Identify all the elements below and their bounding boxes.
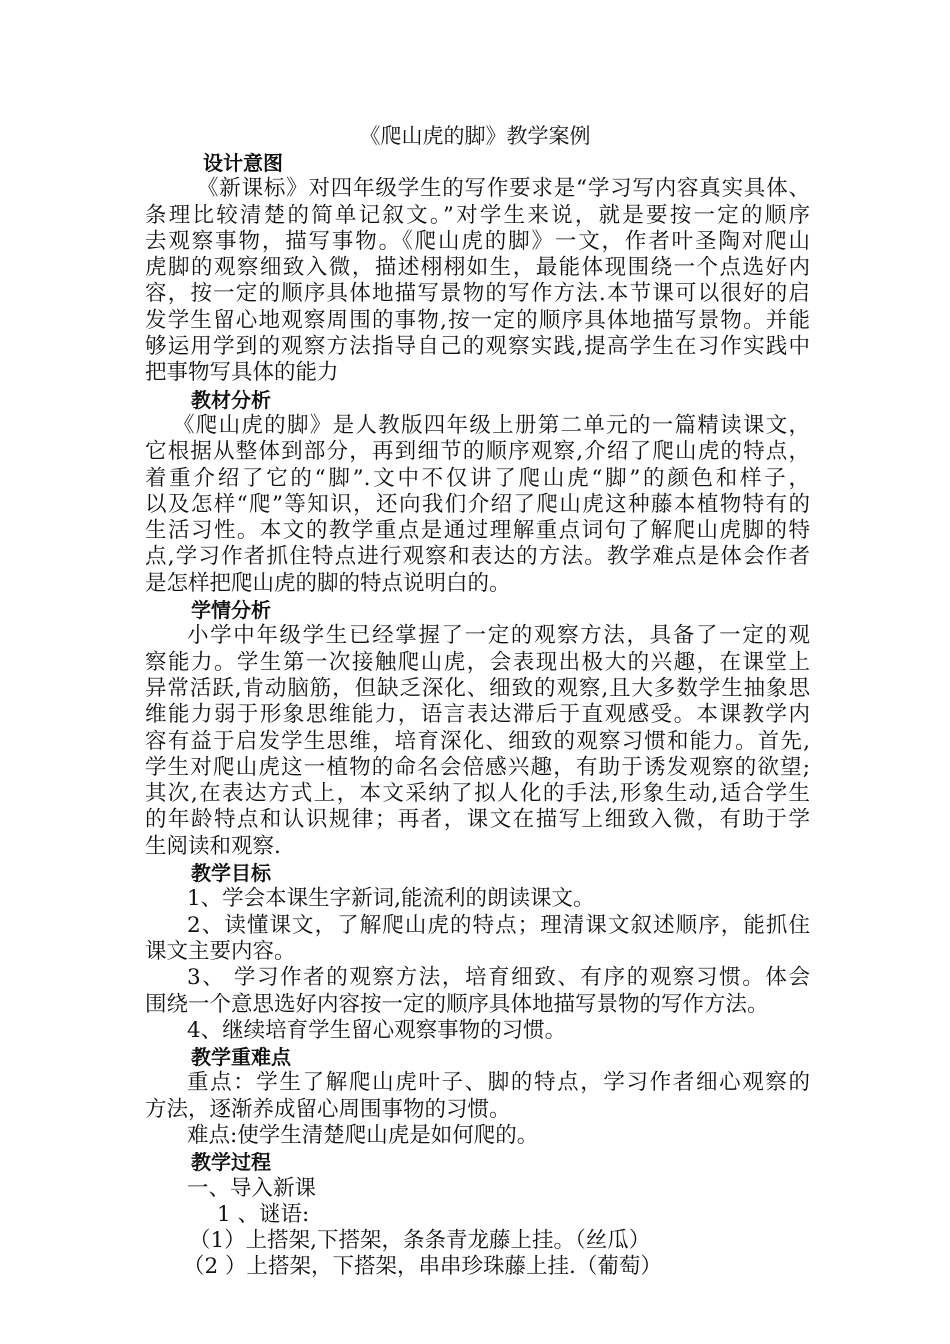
paragraph-line: 生阅读和观察. [145, 833, 281, 859]
list-item: 4、继续培育学生留心观察事物的习惯。 [187, 1017, 567, 1043]
paragraph-line: 虎脚的观察细致入微，描述栩栩如生，最能体现围绕一个点选好内 [145, 255, 810, 281]
section-heading-goals: 教学目标 [191, 861, 271, 886]
paragraph-line: 条理比较清楚的简单记叙文。”对学生来说，就是要按一定的顺序 [145, 202, 810, 228]
paragraph-line: 异常活跃,肯动脑筋，但缺乏深化、细致的观察,且大多数学生抽象思 [145, 675, 810, 701]
paragraph-line: 学生对爬山虎这一植物的命名会倍感兴趣，有助于诱发观察的欲望; [145, 754, 810, 780]
document-title: 《爬山虎的脚》教学案例 [359, 124, 591, 148]
paragraph-line: 《爬山虎的脚》是人教版四年级上册第二单元的一篇精读课文， [173, 412, 810, 438]
list-item: 1、学会本课生字新词,能流利的朗读课文。 [187, 886, 595, 912]
paragraph-line: 《新课标》对四年级学生的写作要求是“学习写内容真实具体、 [197, 176, 810, 202]
paragraph-line: 容，按一定的顺序具体地描写景物的写作方法.本节课可以很好的启 [145, 281, 810, 307]
paragraph-line: 以及怎样“爬”等知识，还向我们介绍了爬山虎这种藤本植物特有的 [145, 491, 810, 517]
list-item: （2 ）上搭架，下搭架，串串珍珠藤上挂.（葡萄） [183, 1254, 662, 1280]
list-item: 一、导入新课 [187, 1175, 317, 1201]
paragraph-line: 难点:使学生清楚爬山虎是如何爬的。 [187, 1122, 539, 1148]
paragraph-line: 够运用学到的观察方法指导自己的观察实践,提高学生在习作实践中 [145, 334, 810, 360]
list-item: 2、读懂课文，了解爬山虎的特点；理清课文叙述顺序，能抓住 [187, 912, 810, 938]
paragraph-line: 是怎样把爬山虎的脚的特点说明白的。 [145, 570, 511, 596]
section-heading-design: 设计意图 [203, 151, 283, 175]
paragraph-line: 的年龄特点和认识规律；再者，课文在描写上细致入微，有助于学 [145, 807, 810, 833]
section-heading-material: 教材分析 [191, 387, 271, 412]
paragraph-line: 生活习性。本文的教学重点是通过理解重点词句了解爬山虎脚的特 [145, 518, 810, 544]
paragraph-line: 点,学习作者抓住特点进行观察和表达的方法。教学难点是体会作者 [145, 544, 810, 570]
section-heading-students: 学情分析 [191, 598, 271, 623]
list-item: 1 、谜语: [217, 1201, 310, 1227]
paragraph-line: 把事物写具体的能力 [145, 360, 339, 386]
paragraph-line: 着重介绍了它的“脚”.文中不仅讲了爬山虎“脚”的颜色和样子， [145, 465, 810, 491]
paragraph-line: 其次,在表达方式上，本文采纳了拟人化的手法,形象生动,适合学生 [145, 781, 810, 807]
paragraph-line: 维能力弱于形象思维能力，语言表达滞后于直观感受。本课教学内 [145, 702, 810, 728]
paragraph-line: 发学生留心地观察周围的事物,按一定的顺序具体地描写景物。并能 [145, 307, 810, 333]
paragraph-line: 容有益于启发学生思维，培育深化、细致的观察习惯和能力。首先, [145, 728, 810, 754]
paragraph-line: 围绕一个意思选好内容按一定的顺序具体地描写景物的写作方法。 [145, 991, 769, 1017]
paragraph-line: 课文主要内容。 [145, 938, 296, 964]
list-item: 3、 学习作者的观察方法，培育细致、有序的观察习惯。体会 [187, 965, 810, 991]
list-item: （1）上搭架,下搭架，条条青龙藤上挂。（丝瓜） [189, 1228, 651, 1254]
paragraph-line: 重点：学生了解爬山虎叶子、脚的特点，学习作者细心观察的 [187, 1070, 810, 1096]
section-heading-process: 教学过程 [191, 1150, 271, 1175]
paragraph-line: 它根据从整体到部分，再到细节的顺序观察,介绍了爬山虎的特点， [145, 439, 810, 465]
paragraph-line: 小学中年级学生已经掌握了一定的观察方法，具备了一定的观 [187, 623, 810, 649]
paragraph-line: 去观察事物，描写事物。《爬山虎的脚》一文，作者叶圣陶对爬山 [145, 228, 810, 254]
document-body [145, 150, 810, 1281]
section-heading-keypoints: 教学重难点 [191, 1045, 291, 1070]
paragraph-line: 察能力。学生第一次接触爬山虎，会表现出极大的兴趣，在课堂上 [145, 649, 810, 675]
paragraph-line: 方法，逐渐养成留心周围事物的习惯。 [145, 1096, 511, 1122]
